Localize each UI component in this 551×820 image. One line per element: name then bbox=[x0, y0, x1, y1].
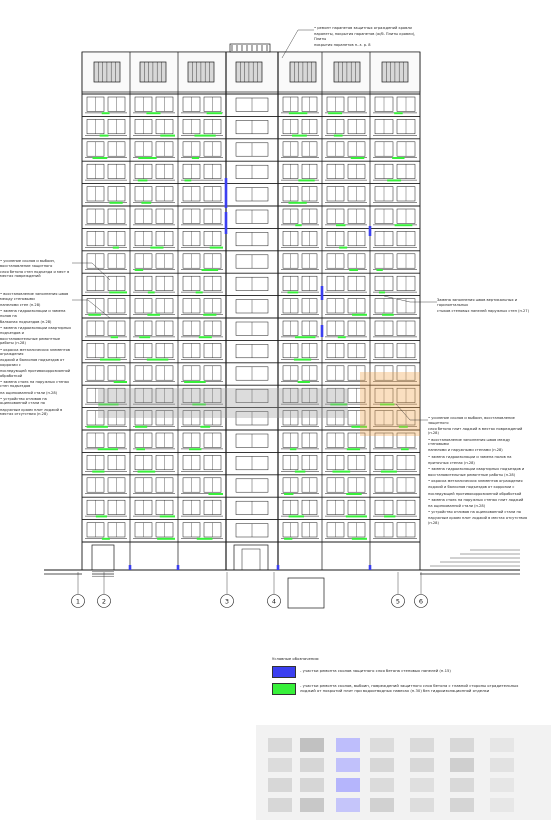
green-swatch-icon bbox=[272, 683, 296, 695]
stamp-cell bbox=[300, 798, 324, 812]
blue-repair-mark bbox=[225, 212, 228, 234]
green-repair-mark bbox=[289, 515, 304, 517]
green-repair-mark bbox=[382, 314, 394, 316]
green-repair-mark bbox=[295, 224, 301, 226]
pit-box bbox=[288, 578, 324, 608]
green-repair-mark bbox=[147, 359, 168, 361]
green-repair-mark bbox=[376, 269, 382, 271]
stamp-cell bbox=[370, 758, 394, 772]
note-line: • устройство отливов на оцинкованной стали по bbox=[0, 396, 47, 406]
green-repair-mark bbox=[298, 179, 314, 181]
green-repair-mark bbox=[379, 291, 385, 293]
note-line: слоя бетона стен подъезда и мест в местах повреждений bbox=[0, 269, 70, 279]
green-repair-mark bbox=[157, 538, 175, 540]
stamp-cell bbox=[490, 758, 514, 772]
blue-repair-mark bbox=[277, 565, 280, 570]
green-repair-mark bbox=[113, 247, 119, 249]
green-repair-mark bbox=[184, 381, 206, 383]
note-line: • замена стоек на наружных стенах плит лоджий bbox=[428, 497, 524, 502]
stamp-cell bbox=[268, 758, 292, 772]
green-repair-mark bbox=[114, 381, 127, 383]
stamp-cell bbox=[300, 738, 324, 752]
note-line: • усиление сколов и выбоин, восстановление защитного bbox=[428, 416, 515, 425]
stamp-cell bbox=[450, 798, 474, 812]
stamp-cell bbox=[268, 778, 292, 792]
stamp-cell bbox=[370, 798, 394, 812]
green-repair-mark bbox=[135, 426, 147, 428]
green-repair-mark bbox=[150, 247, 163, 249]
note-line: последующей противокоррозионной обработкой bbox=[0, 369, 71, 378]
stamp-cell bbox=[450, 758, 474, 772]
green-repair-mark bbox=[87, 426, 108, 428]
blurred-stamp-area bbox=[256, 725, 551, 820]
stamp-cell bbox=[450, 778, 474, 792]
entrance-left bbox=[92, 545, 114, 570]
green-repair-mark bbox=[292, 135, 307, 137]
stamp-cell bbox=[268, 738, 292, 752]
note-line: • усиление сколов и выбоин, восстановление защитного bbox=[0, 259, 56, 268]
green-repair-mark bbox=[100, 135, 109, 137]
green-repair-mark bbox=[93, 157, 108, 159]
stamp-cell bbox=[410, 798, 434, 812]
axis-label: 6 bbox=[418, 597, 424, 606]
note-joint-sealing bbox=[437, 298, 541, 315]
legend-green-text: - участки ремонта сколов, выбоин, повреждений защитного слоя бетона с главной стороны оградительных лоджий от покрытий плит при водоотводных навесах (п.30) без гидроизоляционной отделки bbox=[300, 683, 519, 693]
legend-title: Условные обозначения: bbox=[272, 656, 320, 661]
roof-parapet bbox=[230, 44, 270, 52]
green-repair-mark bbox=[387, 179, 401, 181]
green-repair-mark bbox=[136, 448, 145, 450]
stamp-cell bbox=[490, 798, 514, 812]
green-repair-mark bbox=[401, 448, 409, 450]
green-repair-mark bbox=[146, 112, 160, 114]
note-line: • замена стоек на наружных стенах стен подъездов bbox=[0, 379, 70, 389]
axis-label: 5 bbox=[395, 597, 401, 606]
blue-repair-mark bbox=[369, 226, 372, 236]
note-line: слоя бетона плит лоджий в местах повреждений (п.28) bbox=[428, 426, 523, 436]
green-repair-mark bbox=[202, 269, 219, 271]
green-repair-mark bbox=[109, 202, 122, 204]
note-line: • замена гидроизоляции и замена полов на bbox=[428, 454, 512, 459]
green-repair-mark bbox=[98, 448, 118, 450]
note-line: покрытия парапетов п.-з. р. 8 bbox=[314, 42, 371, 47]
green-repair-mark bbox=[88, 314, 100, 316]
note-parapet-repair bbox=[314, 26, 422, 49]
stamp-cell bbox=[410, 738, 434, 752]
green-repair-mark bbox=[210, 247, 223, 249]
stamp-cell bbox=[300, 758, 324, 772]
stamp-cell bbox=[370, 738, 394, 752]
green-repair-mark bbox=[200, 426, 210, 428]
stamp-cell bbox=[300, 778, 324, 792]
green-repair-mark bbox=[138, 157, 156, 159]
green-repair-mark bbox=[160, 515, 175, 517]
stamp-cell bbox=[336, 738, 360, 752]
green-repair-mark bbox=[352, 314, 367, 316]
note-line: • восстановление заполнения швов между стеновыми bbox=[0, 292, 69, 301]
blue-repair-mark bbox=[369, 565, 372, 570]
green-repair-mark bbox=[328, 112, 342, 114]
green-repair-mark bbox=[160, 135, 175, 137]
note-line: стыков стеновых панелей наружных стен (п.27) bbox=[437, 308, 529, 313]
note-right-list bbox=[428, 416, 530, 527]
blue-repair-mark bbox=[321, 286, 324, 300]
green-repair-mark bbox=[290, 448, 296, 450]
green-repair-mark bbox=[339, 247, 347, 249]
green-repair-mark bbox=[298, 381, 310, 383]
green-repair-mark bbox=[203, 314, 216, 316]
stamp-cell bbox=[490, 778, 514, 792]
green-repair-mark bbox=[139, 336, 150, 338]
note-line: приточных стенах (п.28) bbox=[428, 460, 475, 465]
blue-repair-mark bbox=[177, 565, 180, 570]
green-repair-mark bbox=[102, 112, 110, 114]
green-repair-mark bbox=[381, 471, 397, 473]
green-repair-mark bbox=[288, 291, 299, 293]
note-line: восстановительные ремонтные работы (п.28) bbox=[0, 336, 61, 346]
note-line: • замена гидроизоляции квартирных подъездов и bbox=[0, 325, 72, 335]
note-line: • восстановление заполнения швов между стеновыми bbox=[428, 437, 511, 447]
note-line: балконах подъездов (п.28) bbox=[0, 319, 52, 324]
green-repair-mark bbox=[196, 291, 203, 293]
axis-label: 3 bbox=[224, 597, 230, 606]
green-repair-mark bbox=[185, 179, 192, 181]
watermark-block bbox=[360, 372, 420, 436]
green-repair-mark bbox=[392, 157, 404, 159]
leader-right-1 bbox=[384, 296, 437, 302]
green-repair-mark bbox=[336, 224, 345, 226]
stamp-cell bbox=[410, 758, 434, 772]
note-left-list bbox=[0, 292, 72, 418]
note-line: панелями и наружными стенами (п.28) bbox=[428, 448, 503, 453]
note-line: наружным краям плит лоджий в местах отсутствия (п.28) bbox=[428, 516, 528, 525]
green-repair-mark bbox=[189, 448, 201, 450]
stamp-cell bbox=[370, 778, 394, 792]
stamp-cell bbox=[490, 738, 514, 752]
axis-label: 1 bbox=[75, 597, 81, 606]
green-repair-mark bbox=[284, 493, 293, 495]
green-repair-mark bbox=[92, 471, 104, 473]
note-line: • ремонт парапетов защитных ограждений кровли bbox=[314, 26, 412, 30]
note-line: восстановительные ремонтные работы (п.28) bbox=[428, 473, 516, 478]
green-repair-mark bbox=[289, 112, 308, 114]
legend bbox=[272, 657, 522, 700]
note-line: • окраска металлических элементов ограждения bbox=[428, 479, 523, 484]
green-repair-mark bbox=[332, 471, 350, 473]
note-line: • устройство отливов на оцинкованной стали по bbox=[428, 510, 521, 515]
green-repair-mark bbox=[192, 157, 199, 159]
green-repair-mark bbox=[284, 538, 292, 540]
blue-swatch-icon bbox=[272, 666, 296, 678]
green-repair-mark bbox=[295, 471, 305, 473]
note-left-upper bbox=[0, 259, 72, 281]
note-line: лоджий и балконов подъездов от коррозии с bbox=[428, 485, 515, 490]
green-repair-mark bbox=[295, 336, 315, 338]
green-repair-mark bbox=[199, 336, 212, 338]
note-line: наружным краям плит лоджий в местах отсутствия (п.28) bbox=[0, 407, 63, 417]
green-repair-mark bbox=[346, 515, 367, 517]
green-repair-mark bbox=[346, 493, 361, 495]
green-repair-mark bbox=[384, 515, 395, 517]
entrance-door bbox=[242, 549, 260, 570]
watermark-band bbox=[98, 388, 348, 418]
green-repair-mark bbox=[288, 202, 306, 204]
note-line: парапеты, покрытия парапетов (ж/б. Плиты кровли), Плиты bbox=[314, 32, 416, 41]
green-repair-mark bbox=[347, 448, 360, 450]
green-repair-mark bbox=[334, 135, 343, 137]
green-repair-mark bbox=[96, 515, 107, 517]
green-repair-mark bbox=[352, 538, 367, 540]
green-repair-mark bbox=[394, 112, 403, 114]
note-line: • окраска металлических элементов ограждения bbox=[0, 347, 71, 357]
blue-repair-mark bbox=[321, 325, 324, 337]
leader-left-1 bbox=[72, 263, 110, 280]
green-repair-mark bbox=[111, 336, 118, 338]
green-repair-mark bbox=[100, 359, 121, 361]
note-line: панелями стен (п.28) bbox=[0, 302, 41, 307]
legend-row-green bbox=[272, 683, 522, 695]
green-repair-mark bbox=[338, 336, 346, 338]
green-repair-mark bbox=[135, 269, 143, 271]
green-repair-mark bbox=[194, 135, 215, 137]
note-line: последующей противокоррозионной обработкой bbox=[428, 491, 522, 496]
axis-label: 2 bbox=[101, 597, 107, 606]
green-repair-mark bbox=[141, 202, 151, 204]
green-repair-mark bbox=[207, 112, 222, 114]
note-line: на оцинкованной стали (п.28) bbox=[428, 504, 486, 509]
stamp-cell bbox=[410, 778, 434, 792]
stamp-cell bbox=[336, 778, 360, 792]
stamp-cell bbox=[268, 798, 292, 812]
stamp-cell bbox=[336, 758, 360, 772]
note-line: Замена заполнения швов вертикальных и горизонтальных bbox=[437, 298, 518, 307]
legend-blue-text: - участки ремонта сколов защитного слоя бетона стеновых панелей (п.15) bbox=[300, 668, 451, 674]
green-repair-mark bbox=[351, 157, 365, 159]
note-line: • замена гидроизоляции и замена полов на bbox=[0, 308, 66, 318]
green-repair-mark bbox=[294, 359, 311, 361]
green-repair-mark bbox=[148, 291, 155, 293]
green-repair-mark bbox=[102, 538, 110, 540]
note-line: лоджий и балконов подъездов от коррозии с bbox=[0, 358, 65, 367]
note-line: на оцинкованной стали (п.28) bbox=[0, 390, 58, 395]
green-repair-mark bbox=[349, 269, 358, 271]
blue-repair-mark bbox=[225, 178, 228, 208]
stamp-cell bbox=[450, 738, 474, 752]
green-repair-mark bbox=[197, 538, 213, 540]
legend-row-blue bbox=[272, 666, 522, 678]
axis-label: 4 bbox=[271, 597, 277, 606]
green-repair-mark bbox=[395, 224, 413, 226]
stamp-cell bbox=[336, 798, 360, 812]
green-repair-mark bbox=[208, 493, 223, 495]
green-repair-mark bbox=[138, 471, 156, 473]
blue-repair-mark bbox=[129, 565, 132, 570]
note-line: • замена гидроизоляции квартирных подъездов и bbox=[428, 466, 525, 471]
green-repair-mark bbox=[147, 314, 160, 316]
axis-markers bbox=[72, 572, 428, 608]
green-repair-mark bbox=[109, 291, 127, 293]
green-repair-mark bbox=[138, 179, 148, 181]
